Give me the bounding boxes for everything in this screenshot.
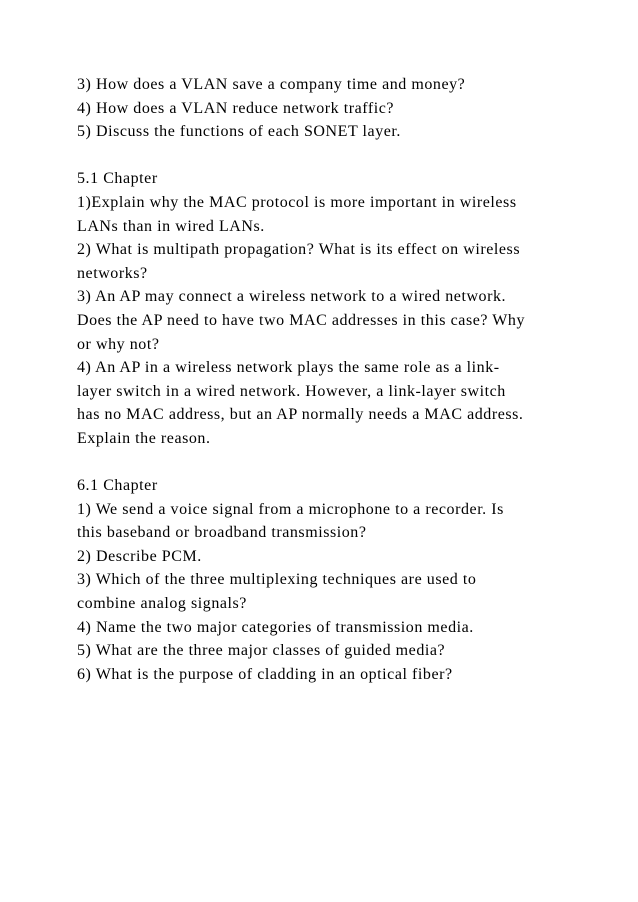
question-line: has no MAC address, but an AP normally needs a MAC address. (77, 406, 524, 424)
question-line: 4) How does a VLAN reduce network traffic? (77, 99, 395, 117)
question-line: layer switch in a wired network. However, a link-layer switch (77, 382, 506, 400)
question-line: Explain the reason. (77, 429, 211, 447)
question-line: 2) What is multipath propagation? What is its effect on wireless (77, 241, 521, 259)
question-block-1 (77, 73, 617, 144)
question-line: or why not? (77, 335, 160, 353)
question-line: networks? (77, 264, 148, 282)
question-line: 5) Discuss the functions of each SONET layer. (77, 123, 401, 141)
chapter-5-1-section (77, 167, 617, 450)
question-line: 4) Name the two major categories of transmission media. (77, 618, 474, 636)
question-line: 3) An AP may connect a wireless network to a wired network. (77, 288, 507, 306)
paragraph-gap (77, 451, 617, 475)
question-line: LANs than in wired LANs. (77, 217, 265, 235)
document-page (77, 73, 617, 686)
question-line: 3) Which of the three multiplexing techniques are used to (77, 571, 477, 589)
question-line: 1)Explain why the MAC protocol is more important in wireless (77, 193, 517, 211)
question-line: combine analog signals? (77, 595, 247, 613)
chapter-heading: 5.1 Chapter (77, 170, 158, 188)
question-line: 5) What are the three major classes of guided media? (77, 642, 446, 660)
question-line: 2) Describe PCM. (77, 547, 202, 565)
chapter-6-1-section (77, 474, 617, 686)
question-line: 3) How does a VLAN save a company time and money? (77, 76, 466, 93)
chapter-heading: 6.1 Chapter (77, 477, 158, 495)
question-line: this baseband or broadband transmission? (77, 524, 367, 542)
question-line: 4) An AP in a wireless network plays the same role as a link- (77, 359, 500, 377)
paragraph-gap (77, 144, 617, 168)
question-line: 6) What is the purpose of cladding in an optical fiber? (77, 665, 453, 683)
question-line: Does the AP need to have two MAC addresses in this case? Why (77, 311, 526, 329)
question-line: 1) We send a voice signal from a microphone to a recorder. Is (77, 500, 504, 518)
